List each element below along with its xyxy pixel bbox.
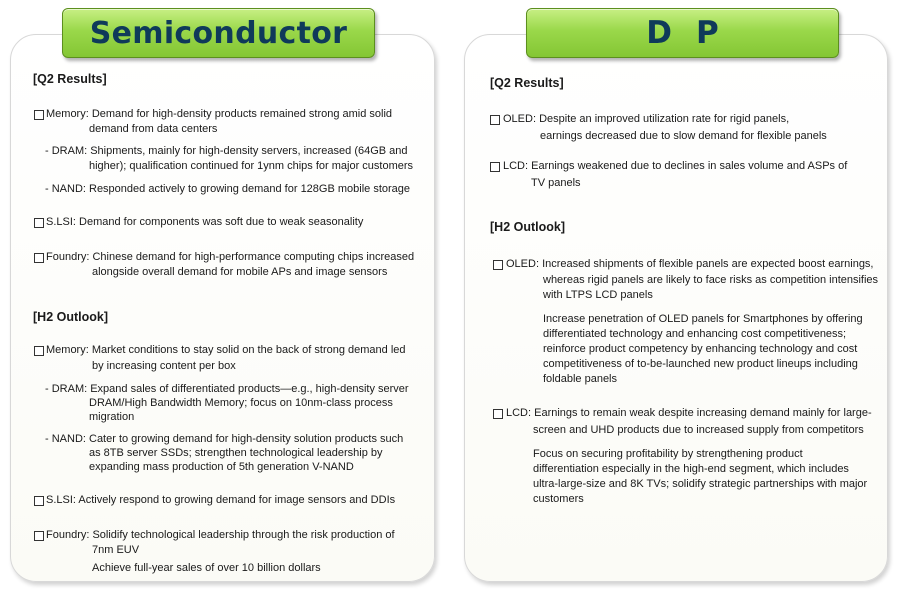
dp-q2-oled-line2: earnings decreased due to slow demand for flexible panels bbox=[540, 130, 827, 142]
dp-title-banner bbox=[526, 8, 839, 58]
dp-h2-oled-line1: OLED: Increased shipments of flexible panels are expected boost earnings, bbox=[506, 258, 874, 270]
dp-q2-lcd-line2: TV panels bbox=[531, 177, 581, 189]
semi-q2-dram-line2: higher); qualification continued for 1ynm chips for major customers bbox=[89, 160, 414, 172]
semi-h2-foundry-line1: Foundry: Solidify technological leadership through the risk production of bbox=[46, 529, 395, 541]
semi-h2-foundry-line2: 7nm EUV bbox=[92, 544, 140, 556]
dp-h2-lcd-extra-line2: differentiation especially in the high-end segment, which includes bbox=[533, 463, 849, 475]
semi-q2-foundry-line2: alongside overall demand for mobile APs and image sensors bbox=[92, 266, 388, 278]
dp-title: DP bbox=[646, 15, 743, 51]
semi-h2-dram-line1: - DRAM: Expand sales of differentiated products—e.g., high-density server bbox=[45, 383, 409, 395]
semiconductor-title: Semiconductor bbox=[89, 15, 348, 51]
dp-h2-oled-extra-line4: competitiveness of to-be-launched new product lineups including bbox=[543, 358, 858, 370]
checkbox-icon bbox=[34, 496, 44, 506]
checkbox-icon bbox=[34, 253, 44, 263]
semi-h2-memory-line2: by increasing content per box bbox=[92, 360, 236, 372]
dp-q2-lcd-line1: LCD: Earnings weakened due to declines in sales volume and ASPs of bbox=[503, 160, 848, 172]
checkbox-icon bbox=[490, 115, 500, 125]
dp-h2-lcd-line2: screen and UHD products due to increased supply from competitors bbox=[533, 424, 864, 436]
dp-h2-lcd-extra-line4: customers bbox=[533, 493, 584, 505]
semi-h2-nand-line2: as 8TB server SSDs; strengthen technological leadership by bbox=[89, 447, 383, 459]
dp-h2-heading: [H2 Outlook] bbox=[490, 220, 565, 234]
semi-q2-dram-line1: - DRAM: Shipments, mainly for high-density servers, increased (64GB and bbox=[45, 145, 408, 157]
semi-h2-memory-line1: Memory: Market conditions to stay solid on the back of strong demand led bbox=[46, 344, 406, 356]
semi-h2-slsi-line1: S.LSI: Actively respond to growing demand for image sensors and DDIs bbox=[46, 494, 396, 506]
checkbox-icon bbox=[34, 531, 44, 541]
checkbox-icon bbox=[493, 409, 503, 419]
dp-h2-lcd-extra-line3: ultra-large-size and 8K TVs; solidify strategic partnerships with major bbox=[533, 478, 868, 490]
dp-h2-oled-line3: with LTPS LCD panels bbox=[543, 289, 653, 301]
semi-h2-dram-line2: DRAM/High Bandwidth Memory; focus on 10nm-class process bbox=[89, 397, 393, 409]
semi-q2-foundry-line1: Foundry: Chinese demand for high-performance computing chips increased bbox=[46, 251, 415, 263]
semi-h2-dram-line3: migration bbox=[89, 411, 135, 423]
semiconductor-title-banner bbox=[62, 8, 375, 58]
checkbox-icon bbox=[493, 260, 503, 270]
checkbox-icon bbox=[34, 110, 44, 120]
dp-h2-oled-extra-line3: reinforce product competency by enhancing technology and cost bbox=[543, 343, 858, 355]
dp-h2-oled-extra-line2: differentiated technology and enhancing cost competitiveness; bbox=[543, 328, 847, 340]
checkbox-icon bbox=[34, 346, 44, 356]
dp-q2-oled-line1: OLED: Despite an improved utilization rate for rigid panels, bbox=[503, 113, 790, 125]
semi-q2-nand-line1: - NAND: Responded actively to growing demand for 128GB mobile storage bbox=[45, 183, 411, 195]
semi-q2-slsi-line1: S.LSI: Demand for components was soft due to weak seasonality bbox=[46, 216, 364, 228]
semi-h2-foundry-extra: Achieve full-year sales of over 10 billion dollars bbox=[92, 562, 321, 574]
checkbox-icon bbox=[34, 218, 44, 228]
checkbox-icon bbox=[490, 162, 500, 172]
semi-h2-nand-line1: - NAND: Cater to growing demand for high-density solution products such bbox=[45, 433, 404, 445]
semiconductor-h2-heading: [H2 Outlook] bbox=[33, 310, 108, 324]
dp-h2-lcd-extra-line1: Focus on securing profitability by strengthening product bbox=[533, 448, 803, 460]
semiconductor-q2-heading: [Q2 Results] bbox=[33, 72, 107, 86]
dp-h2-oled-extra-line1: Increase penetration of OLED panels for Smartphones by offering bbox=[543, 313, 863, 325]
semi-q2-memory-line2: demand from data centers bbox=[89, 123, 218, 135]
dp-h2-oled-line2: whereas rigid panels are likely to face risks as competition intensifies bbox=[543, 274, 879, 286]
semi-q2-memory-line1: Memory: Demand for high-density products remained strong amid solid bbox=[46, 108, 393, 120]
dp-h2-lcd-line1: LCD: Earnings to remain weak despite increasing demand mainly for large- bbox=[506, 407, 872, 419]
dp-q2-heading: [Q2 Results] bbox=[490, 76, 564, 90]
dp-h2-oled-extra-line5: foldable panels bbox=[543, 373, 618, 385]
semi-h2-nand-line3: expanding mass production of 5th generation V-NAND bbox=[89, 461, 354, 473]
